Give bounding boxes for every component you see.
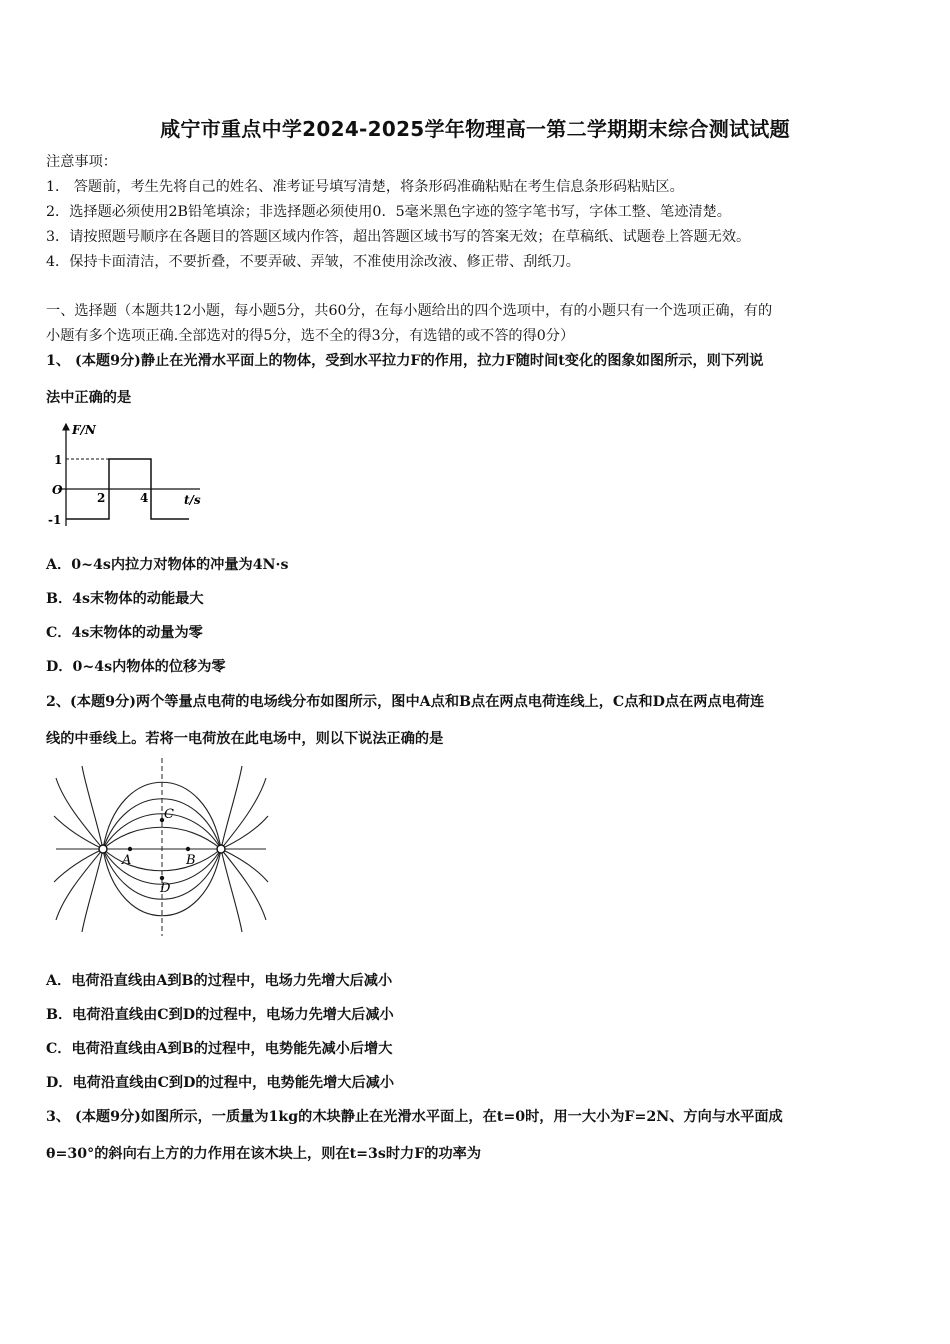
x-tick-label-2: 2 xyxy=(97,491,106,505)
question-3-line1: 3、 (本题9分)如图所示，一质量为1kg的木块静止在光滑水平面上，在t=0时，用一大小为F=2N、方向与水平面成 xyxy=(46,1109,783,1125)
notice-heading: 注意事项： xyxy=(46,154,117,170)
field-lines xyxy=(54,766,268,932)
q2-option-a: A．电荷沿直线由A到B的过程中，电场力先增大后减小 xyxy=(46,973,393,989)
point-b-dot xyxy=(186,847,190,851)
question-3-line2: θ=30°的斜向右上方的力作用在该木块上，则在t=3s时力F的功率为 xyxy=(46,1146,482,1162)
y-axis-label: F/N xyxy=(72,423,96,437)
q1-option-c: C．4s末物体的动量为零 xyxy=(46,625,203,641)
q2-option-b: B．电荷沿直线由C到D的过程中，电场力先增大后减小 xyxy=(46,1007,394,1023)
question-1-line2: 法中正确的是 xyxy=(46,390,132,406)
point-d-label: D xyxy=(160,881,171,896)
q2-option-d: D．电荷沿直线由C到D的过程中，电势能先增大后减小 xyxy=(46,1075,395,1091)
q1-option-d: D．0~4s内物体的位移为零 xyxy=(46,659,226,675)
x-axis-label: t/s xyxy=(184,493,201,507)
point-b-label: B xyxy=(186,853,196,868)
charge-left xyxy=(99,845,107,853)
origin-label: O xyxy=(52,483,63,497)
question-2-line2: 线的中垂线上。若将一电荷放在此电场中，则以下说法正确的是 xyxy=(46,731,444,747)
notice-item-3: 3．请按照题号顺序在各题目的答题区域内作答，超出答题区域书写的答案无效；在草稿纸、试题卷上答题无效。 xyxy=(46,229,751,245)
force-time-graph xyxy=(44,418,204,530)
charge-right xyxy=(217,845,225,853)
notice-item-2: 2．选择题必须使用2B铅笔填涂；非选择题必须使用0．5毫米黑色字迹的签字笔书写，字体工整、笔迹清楚。 xyxy=(46,204,731,220)
q2-option-c: C．电荷沿直线由A到B的过程中，电势能先减小后增大 xyxy=(46,1041,393,1057)
point-c-label: C xyxy=(164,807,174,822)
point-a-dot xyxy=(128,847,132,851)
section-heading-line1: 一、选择题（本题共12小题，每小题5分，共60分，在每小题给出的四个选项中，有的小题只有一个选项正确，有的 xyxy=(46,303,773,319)
y-tick-label-1: 1 xyxy=(54,453,63,467)
x-tick-label-4: 4 xyxy=(140,491,149,505)
notice-item-1: 1． 答题前，考生先将自己的姓名、准考证号填写清楚，将条形码准确粘贴在考生信息条形码粘贴区。 xyxy=(46,179,684,195)
section-heading-line2: 小题有多个选项正确.全部选对的得5分，选不全的得3分，有选错的或不答的得0分） xyxy=(46,328,575,344)
q1-option-b: B．4s末物体的动能最大 xyxy=(46,591,204,607)
y-tick-label-neg1: -1 xyxy=(48,513,62,527)
question-1-line1: 1、 (本题9分)静止在光滑水平面上的物体，受到水平拉力F的作用，拉力F随时间t变化的图象如图所示，则下列说 xyxy=(46,353,764,369)
q1-option-a: A．0~4s内拉力对物体的冲量为4N·s xyxy=(46,557,289,573)
field-line-diagram xyxy=(46,758,272,938)
notice-item-4: 4．保持卡面清洁，不要折叠，不要弄破、弄皱，不准使用涂改液、修正带、刮纸刀。 xyxy=(46,254,580,270)
exam-title: 咸宁市重点中学2024-2025学年物理高一第二学期期末综合测试试题 xyxy=(160,117,790,141)
point-d-dot xyxy=(160,876,164,880)
point-a-label: A xyxy=(122,853,132,868)
question-2-line1: 2、(本题9分)两个等量点电荷的电场线分布如图所示，图中A点和B点在两点电荷连线上，C点和D点在两点电荷连 xyxy=(46,694,765,710)
